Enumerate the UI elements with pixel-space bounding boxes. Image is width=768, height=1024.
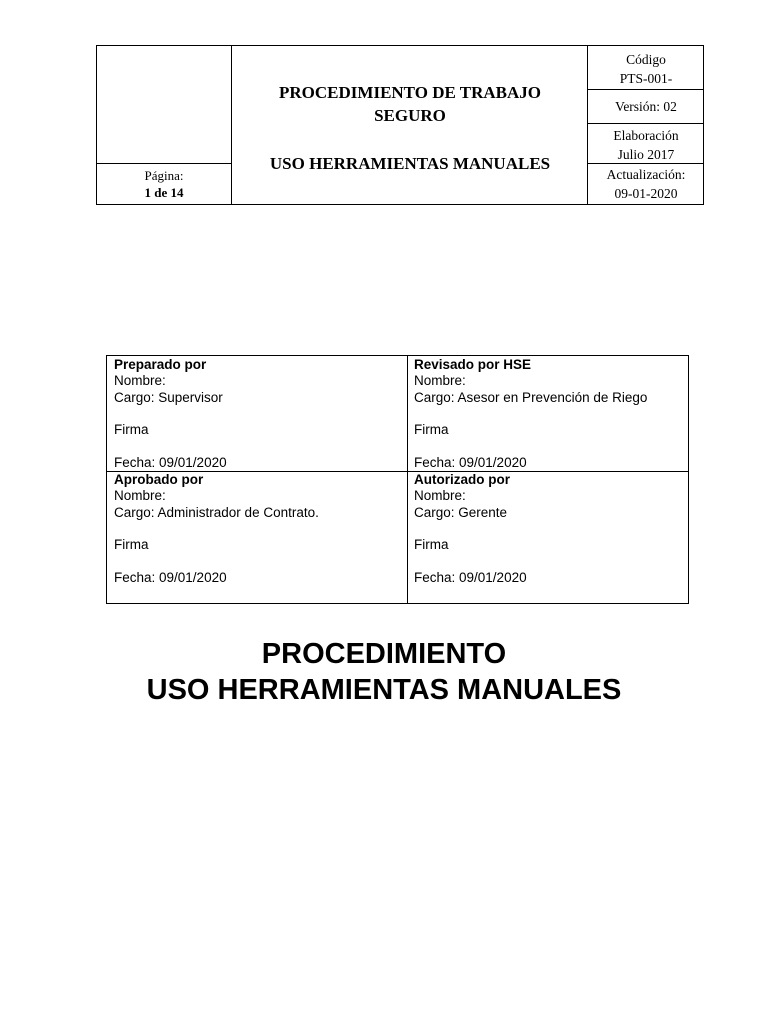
page-label: Página: — [144, 168, 184, 183]
actualizacion-cell — [588, 164, 704, 204]
approval-cell-revisado — [407, 357, 689, 471]
codigo-label: Código — [626, 52, 666, 67]
approval-firma: Firma — [414, 537, 449, 553]
main-title — [0, 636, 768, 708]
approval-cargo: Cargo: Administrador de Contrato. — [114, 504, 319, 520]
approval-role: Autorizado por — [414, 472, 510, 487]
approval-firma: Firma — [414, 422, 449, 438]
elaboracion-value: Julio 2017 — [617, 147, 675, 162]
approval-role: Preparado por — [114, 357, 207, 372]
elaboracion-label: Elaboración — [613, 128, 679, 143]
approval-firma: Firma — [114, 537, 149, 553]
approval-fecha: Fecha: 09/01/2020 — [414, 569, 527, 585]
main-title-line2: USO HERRAMIENTAS MANUALES — [146, 674, 622, 706]
approval-firma: Firma — [114, 422, 149, 438]
version-cell — [588, 90, 704, 124]
page-number: 1 de 14 — [144, 185, 184, 200]
approval-cell-preparado — [107, 357, 407, 471]
approvals-table — [106, 355, 689, 604]
approval-nombre: Nombre: — [114, 373, 166, 389]
document-subject-title: USO HERRAMIENTAS MANUALES — [269, 154, 551, 173]
approval-fecha: Fecha: 09/01/2020 — [114, 569, 227, 585]
title-cell — [232, 46, 588, 204]
document-type-title-line1: PROCEDIMIENTO DE TRABAJO — [279, 83, 541, 102]
approval-role: Aprobado por — [114, 472, 204, 487]
document-metadata-column — [587, 46, 704, 204]
approval-cargo: Cargo: Asesor en Prevención de Riego — [414, 389, 648, 405]
elaboracion-cell — [588, 124, 704, 164]
approval-fecha: Fecha: 09/01/2020 — [414, 454, 527, 470]
main-title-line1: PROCEDIMIENTO — [261, 638, 507, 670]
document-type-title-line2: SEGURO — [374, 106, 446, 125]
approval-cargo: Cargo: Supervisor — [114, 389, 223, 405]
codigo-value: PTS-001- — [619, 71, 673, 86]
page-info-cell — [97, 164, 232, 204]
approval-cell-autorizado — [407, 472, 689, 586]
approval-fecha: Fecha: 09/01/2020 — [114, 454, 227, 470]
actualizacion-value: 09-01-2020 — [614, 186, 678, 201]
version-value: Versión: 02 — [615, 99, 677, 114]
document-type-title — [232, 81, 588, 127]
approval-cell-aprobado — [107, 472, 407, 586]
logo-cell — [97, 46, 232, 164]
approval-nombre: Nombre: — [114, 488, 166, 504]
approval-role: Revisado por HSE — [414, 357, 532, 372]
approval-nombre: Nombre: — [414, 373, 466, 389]
approval-nombre: Nombre: — [414, 488, 466, 504]
document-header — [96, 45, 704, 205]
actualizacion-label: Actualización: — [606, 167, 686, 182]
approval-cargo: Cargo: Gerente — [414, 504, 508, 520]
codigo-cell — [588, 46, 704, 90]
